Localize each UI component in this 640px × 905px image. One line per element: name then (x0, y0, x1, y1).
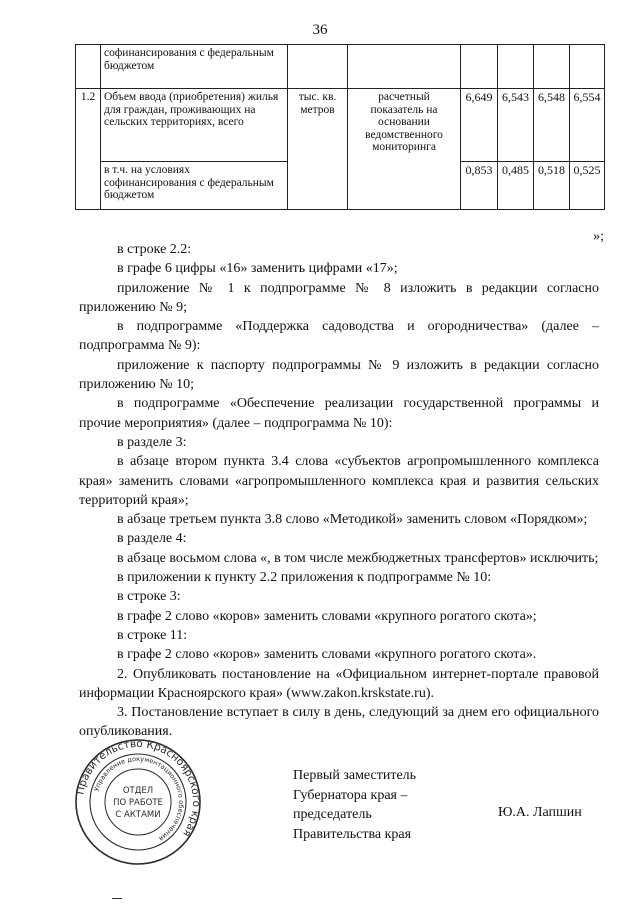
paragraph: в строке 3: (117, 589, 181, 605)
indicator-table (75, 44, 605, 210)
value-cell: 0,485 (498, 162, 534, 210)
table-cell (101, 45, 288, 89)
table-row (76, 89, 605, 162)
value-cell: 6,649 (461, 89, 498, 162)
closing-quote: »; (593, 229, 604, 244)
paragraph: в подпрограмме «Обеспечение реализации государственной программы и прочие мероприятия» (далее – подпрограмма № 10): (79, 396, 599, 431)
paragraph: в подпрограмме «Поддержка садоводства и огородничества» (далее – подпрограмма № 9): (79, 319, 599, 354)
stamp-inner-text: Управление документационного обеспечения (92, 754, 186, 843)
stamp-center-line: ОТДЕЛ (122, 786, 154, 796)
stamp-center-line: ПО РАБОТЕ (113, 798, 163, 808)
paragraph: в графе 2 слово «коров» заменить словами «крупного рогатого скота»; (117, 608, 537, 624)
unit-cell: тыс. кв. метров (288, 89, 348, 210)
footer-dash (112, 898, 122, 899)
paragraph: в строке 11: (117, 627, 188, 643)
cell-text: софинансирования с федеральным бюджетом (104, 47, 274, 72)
stamp-outer-text: Правительство Красноярского края (74, 738, 202, 839)
signatory-name: Ю.А. Лапшин (498, 805, 582, 820)
table-cell (570, 45, 605, 89)
paragraph: в разделе 4: (117, 531, 187, 547)
value-cell: 6,554 (570, 89, 605, 162)
paragraph: в абзаце втором пункта 3.4 слова «субъектов агропромышленного комплекса края» заменить словами «агропромышленного комплекса края и развития сельских территорий края»; (79, 454, 599, 508)
paragraph: в графе 6 цифры «16» заменить цифрами «17»; (117, 261, 398, 277)
paragraph: в строке 2.2: (117, 242, 192, 257)
table-cell (498, 45, 534, 89)
paragraph: в абзаце восьмом слова «, в том числе межбюджетных трансфертов» исключить; (117, 550, 599, 566)
stamp-center-line: С АКТАМИ (115, 810, 161, 820)
signatory-title (293, 766, 416, 844)
signatory-title-line: Первый заместитель (293, 768, 417, 783)
source-cell: расчетный показатель на основании ведомственного мониторинга (348, 89, 461, 210)
table-cell (76, 45, 101, 89)
item-number: 1.2 (76, 89, 101, 210)
table-row (76, 45, 605, 89)
value-cell: 0,853 (461, 162, 498, 210)
value-cell: 0,518 (534, 162, 570, 210)
signatory-title-line: Губернатора края – (293, 787, 408, 803)
paragraph: в приложении к пункту 2.2 приложения к подпрограмме № 10: (117, 570, 492, 586)
paragraph: в графе 2 слово «коров» заменить словами «крупного рогатого скота». (117, 647, 537, 663)
page-number: 36 (312, 22, 328, 38)
row-label: в т.ч. на условиях софинансирования с федеральным бюджетом (101, 162, 288, 210)
official-stamp (74, 738, 202, 866)
paragraph: 2. Опубликовать постановление на «Официальном интернет-портале правовой информации Красноярского края» (www.zakon.krskstate.ru). (79, 666, 599, 701)
value-cell: 6,548 (534, 89, 570, 162)
body-text (79, 240, 599, 742)
signatory-title-line: председатель (293, 807, 372, 822)
table-cell (534, 45, 570, 89)
paragraph: приложение № 1 к подпрограмме № 8 изложить в редакции согласно приложению № 9; (79, 280, 599, 315)
row-label: Объем ввода (приобретения) жилья для граждан, проживающих на сельских территориях, всего (101, 89, 288, 162)
paragraph: 3. Постановление вступает в силу в день, следующий за днем его официального опубликования. (79, 705, 599, 740)
value-cell: 6,543 (498, 89, 534, 162)
table-cell (461, 45, 498, 89)
table-cell (288, 45, 348, 89)
paragraph: приложение к паспорту подпрограммы № 9 изложить в редакции согласно приложению № 10; (79, 357, 599, 393)
paragraph: в разделе 3: (117, 434, 187, 450)
value-cell: 0,525 (570, 162, 605, 210)
signatory-title-line: Правительства края (293, 826, 412, 842)
paragraph: в абзаце третьем пункта 3.8 слово «Методикой» заменить словом «Порядком»; (117, 512, 588, 528)
table-cell (348, 45, 461, 89)
